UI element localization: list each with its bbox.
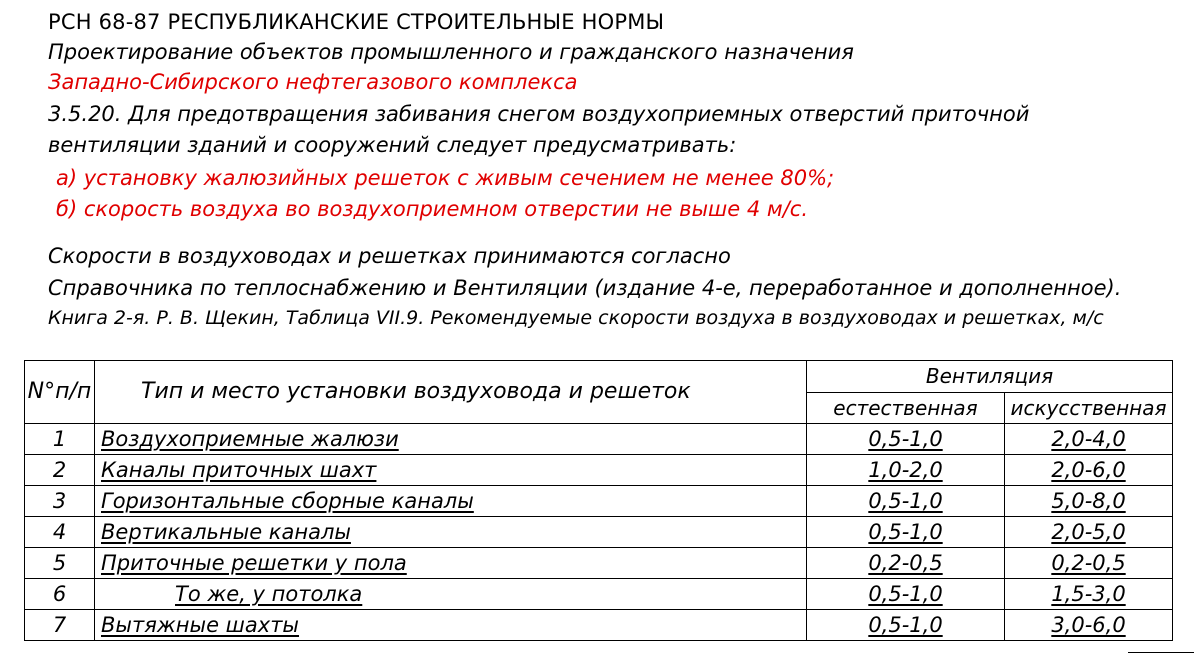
row-name: То же, у потолка (95, 579, 807, 610)
row-natural: 0,5-1,0 (807, 610, 1005, 641)
clause-text-line1: 3.5.20. Для предотвращения забивания снегом воздухоприемных отверстий приточной (48, 102, 1030, 126)
reference-line2: Справочника по теплоснабжению и Вентиляции (издание 4-е, переработанное и дополненное). (48, 276, 1122, 300)
row-forced: 0,2-0,5 (1005, 548, 1173, 579)
row-name: Каналы приточных шахт (95, 455, 807, 486)
standard-subtitle: Проектирование объектов промышленного и гражданского назначения (48, 40, 854, 64)
row-forced: 2,0-4,0 (1005, 424, 1173, 455)
standard-title: РСН 68-87 РЕСПУБЛИКАНСКИЕ СТРОИТЕЛЬНЫЕ НОРМЫ (48, 10, 665, 34)
row-name: Вертикальные каналы (95, 517, 807, 548)
row-name: Вытяжные шахты (95, 610, 807, 641)
row-number: 4 (25, 517, 95, 548)
clause-item-b: б) скорость воздуха во воздухоприемном отверстии не выше 4 м/с. (56, 197, 809, 221)
air-velocity-table (24, 360, 1173, 641)
table-row (25, 455, 1173, 486)
header-ventilation: Вентиляция (807, 361, 1173, 393)
row-natural: 0,5-1,0 (807, 579, 1005, 610)
row-name: Приточные решетки у пола (95, 548, 807, 579)
row-natural: 0,5-1,0 (807, 517, 1005, 548)
standard-region: Западно-Сибирского нефтегазового комплекса (48, 70, 578, 94)
row-natural: 1,0-2,0 (807, 455, 1005, 486)
header-type: Тип и место установки воздуховода и решеток (95, 361, 807, 424)
table-row (25, 610, 1173, 641)
row-number: 1 (25, 424, 95, 455)
row-forced: 2,0-5,0 (1005, 517, 1173, 548)
row-forced: 3,0-6,0 (1005, 610, 1173, 641)
row-forced: 1,5-3,0 (1005, 579, 1173, 610)
reference-line1: Скорости в воздуховодах и решетках принимаются согласно (48, 244, 731, 268)
table-row (25, 517, 1173, 548)
row-forced: 5,0-8,0 (1005, 486, 1173, 517)
clause-text-line2: вентиляции зданий и сооружений следует предусматривать: (48, 133, 737, 157)
row-number: 3 (25, 486, 95, 517)
table-row (25, 486, 1173, 517)
header-forced: искусственная (1005, 392, 1173, 424)
row-name: Горизонтальные сборные каналы (95, 486, 807, 517)
reference-line3: Книга 2-я. Р. В. Щекин, Таблица VII.9. Рекомендуемые скорости воздуха в воздуховодах и решетках, м/с (48, 307, 1104, 329)
row-number: 7 (25, 610, 95, 641)
header-natural: естественная (807, 392, 1005, 424)
row-natural: 0,5-1,0 (807, 486, 1005, 517)
row-natural: 0,2-0,5 (807, 548, 1005, 579)
row-name: Воздухоприемные жалюзи (95, 424, 807, 455)
row-number: 5 (25, 548, 95, 579)
header-number: N°п/п (25, 361, 95, 424)
row-natural: 0,5-1,0 (807, 424, 1005, 455)
table-row (25, 424, 1173, 455)
table-row (25, 579, 1173, 610)
clause-item-a: а) установку жалюзийных решеток с живым сечением не менее 80%; (56, 166, 835, 190)
row-number: 2 (25, 455, 95, 486)
table-row (25, 548, 1173, 579)
row-number: 6 (25, 579, 95, 610)
row-forced: 2,0-6,0 (1005, 455, 1173, 486)
table-bottom-line (1128, 652, 1194, 653)
table-header-row (25, 361, 1173, 393)
